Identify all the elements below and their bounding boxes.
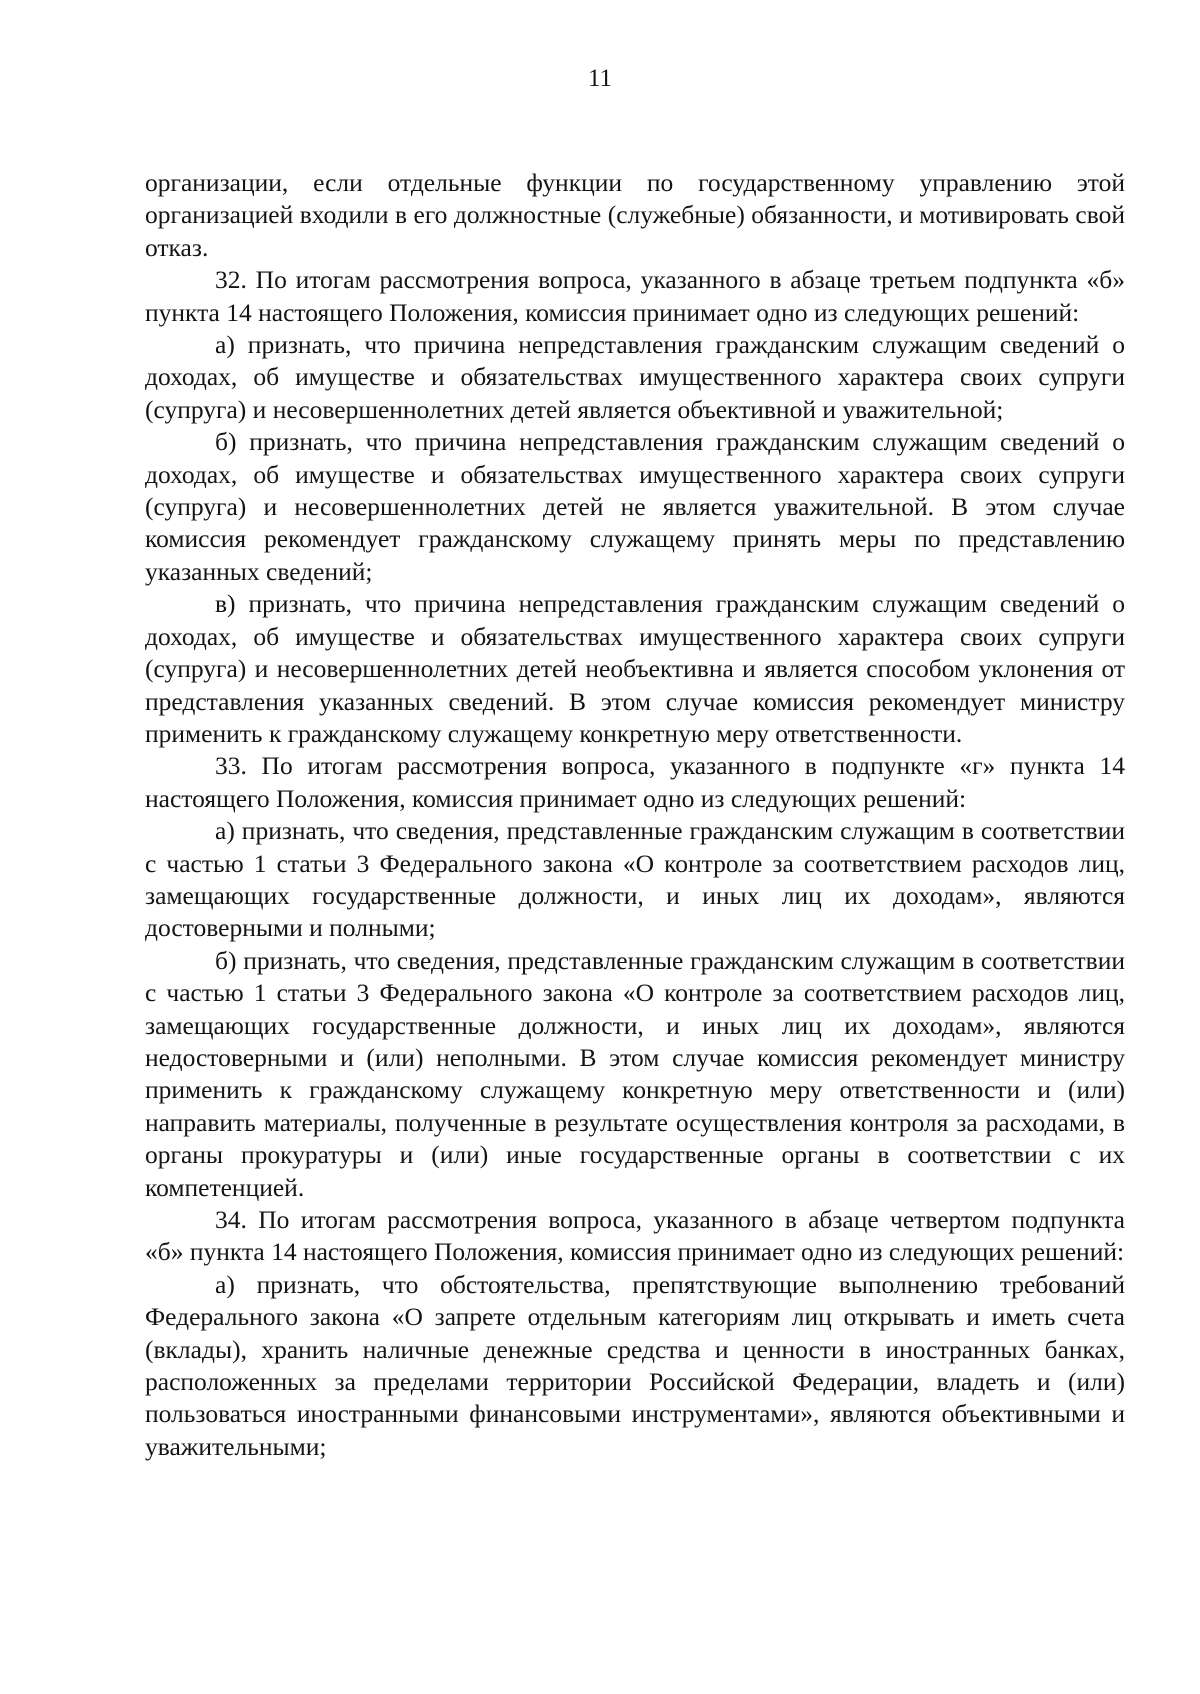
paragraph-32-a: а) признать, что причина непредставления гражданским служащим сведений о доходах, об имуществе и обязательствах имущественного характера своих супруги (супруга) и несовершеннолетних детей является объективной и уважительной; xyxy=(145,330,1125,424)
paragraph-item-32: 32. По итогам рассмотрения вопроса, указанного в абзаце третьем подпункта «б» пункта 14 настоящего Положения, комиссия принимает одно из следующих решений: xyxy=(145,265,1125,327)
paragraph-34-a: а) признать, что обстоятельства, препятствующие выполнению требований Федерального закона «О запрете отдельным категориям лиц открывать и иметь счета (вклады), хранить наличные денежные средства и ценности в иностранных банках, расположенных за пределами территории Российской Федерации, владеть и (или) пользоваться иностранными финансовыми инструментами», являются объективными и уважительными; xyxy=(145,1269,1125,1461)
paragraph-32-v: в) признать, что причина непредставления гражданским служащим сведений о доходах, об имуществе и обязательствах имущественного характера своих супруги (супруга) и несовершеннолетних детей необъективна и является способом уклонения от представления указанных сведений. В этом случае комиссия рекомендует министру применить к гражданскому служащему конкретную меру ответственности. xyxy=(145,589,1125,748)
page-number: 11 xyxy=(587,65,613,92)
paragraph-32-b: б) признать, что причина непредставления гражданским служащим сведений о доходах, об имуществе и обязательствах имущественного характера своих супруги (супруга) и несовершеннолетних детей не является уважительной. В этом случае комиссия рекомендует гражданскому служащему принять меры по представлению указанных сведений; xyxy=(145,427,1125,586)
paragraph-continuation: организации, если отдельные функции по государственному управлению этой организацией входили в его должностные (служебные) обязанности, и мотивировать свой отказ. xyxy=(145,168,1125,262)
document-body xyxy=(145,167,1125,1463)
paragraph-item-34: 34. По итогам рассмотрения вопроса, указанного в абзаце четвертом подпункта «б» пункта 14 настоящего Положения, комиссия принимает одно из следующих решений: xyxy=(145,1205,1125,1267)
paragraph-33-a: а) признать, что сведения, представленные гражданским служащим в соответствии с частью 1 статьи 3 Федерального закона «О контроле за соответствием расходов лиц, замещающих государственные должности, и иных лиц их доходам», являются достоверными и полными; xyxy=(145,816,1125,943)
paragraph-33-b: б) признать, что сведения, представленные гражданским служащим в соответствии с частью 1 статьи 3 Федерального закона «О контроле за соответствием расходов лиц, замещающих государственные должности, и иных лиц их доходам», являются недостоверными и (или) неполными. В этом случае комиссия рекомендует министру применить к гражданскому служащему конкретную меру ответственности и (или) направить материалы, полученные в результате осуществления контроля за расходами, в органы прокуратуры и (или) иные государственные органы в соответствии с их компетенцией. xyxy=(145,945,1125,1202)
paragraph-item-33: 33. По итогам рассмотрения вопроса, указанного в подпункте «г» пункта 14 настоящего Положения, комиссия принимает одно из следующих решений: xyxy=(145,751,1125,813)
